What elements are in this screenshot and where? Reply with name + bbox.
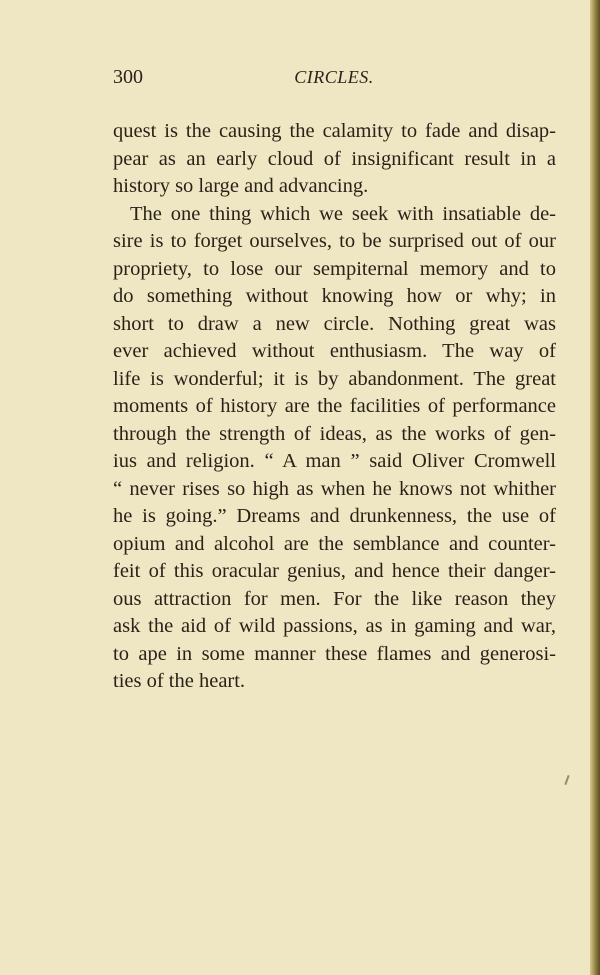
text-line: ask the aid of wild passions, as in gaming and war, <box>113 615 556 637</box>
text-line: opium and alcohol are the semblance and counter- <box>113 532 556 555</box>
text-line: to ape in some manner these flames and generosi- <box>113 642 556 665</box>
text-line: “ never rises so high as when he knows not whither <box>113 477 556 500</box>
text-line: ever achieved without enthusiasm. The way of <box>113 340 556 362</box>
text-line: quest is the causing the calamity to fade and disap- <box>113 120 556 142</box>
text-line: sire is to forget ourselves, to be surprised out of our <box>113 230 556 252</box>
text-line: do something without knowing how or why; in <box>113 285 556 307</box>
text-line: ties of the heart. <box>113 670 246 692</box>
page-number: 300 <box>113 66 143 88</box>
stray-mark <box>564 775 569 785</box>
text-line: propriety, to lose our sempiternal memory and to <box>113 257 556 280</box>
text-line: feit of this oracular genius, and hence their danger- <box>113 560 556 582</box>
page-edge <box>590 0 600 975</box>
text-line: life is wonderful; it is by abandonment. The great <box>113 367 556 390</box>
running-title: CIRCLES. <box>294 67 374 87</box>
text-line: pear as an early cloud of insignificant result in a <box>113 147 556 170</box>
text-line: ous attraction for men. For the like reason they <box>113 587 556 610</box>
body-text <box>113 118 556 696</box>
text-line: ius and religion. “ A man ” said Oliver Cromwell <box>113 450 556 472</box>
running-header <box>113 66 555 94</box>
text-line: through the strength of ideas, as the works of gen- <box>113 422 556 445</box>
text-line: history so large and advancing. <box>113 175 369 197</box>
text-line: moments of history are the facilities of performance <box>113 395 556 417</box>
text-line: short to draw a new circle. Nothing great was <box>113 312 556 335</box>
text-line: he is going.” Dreams and drunkenness, the use of <box>113 505 556 527</box>
text-line: The one thing which we seek with insatiable de- <box>130 202 556 225</box>
